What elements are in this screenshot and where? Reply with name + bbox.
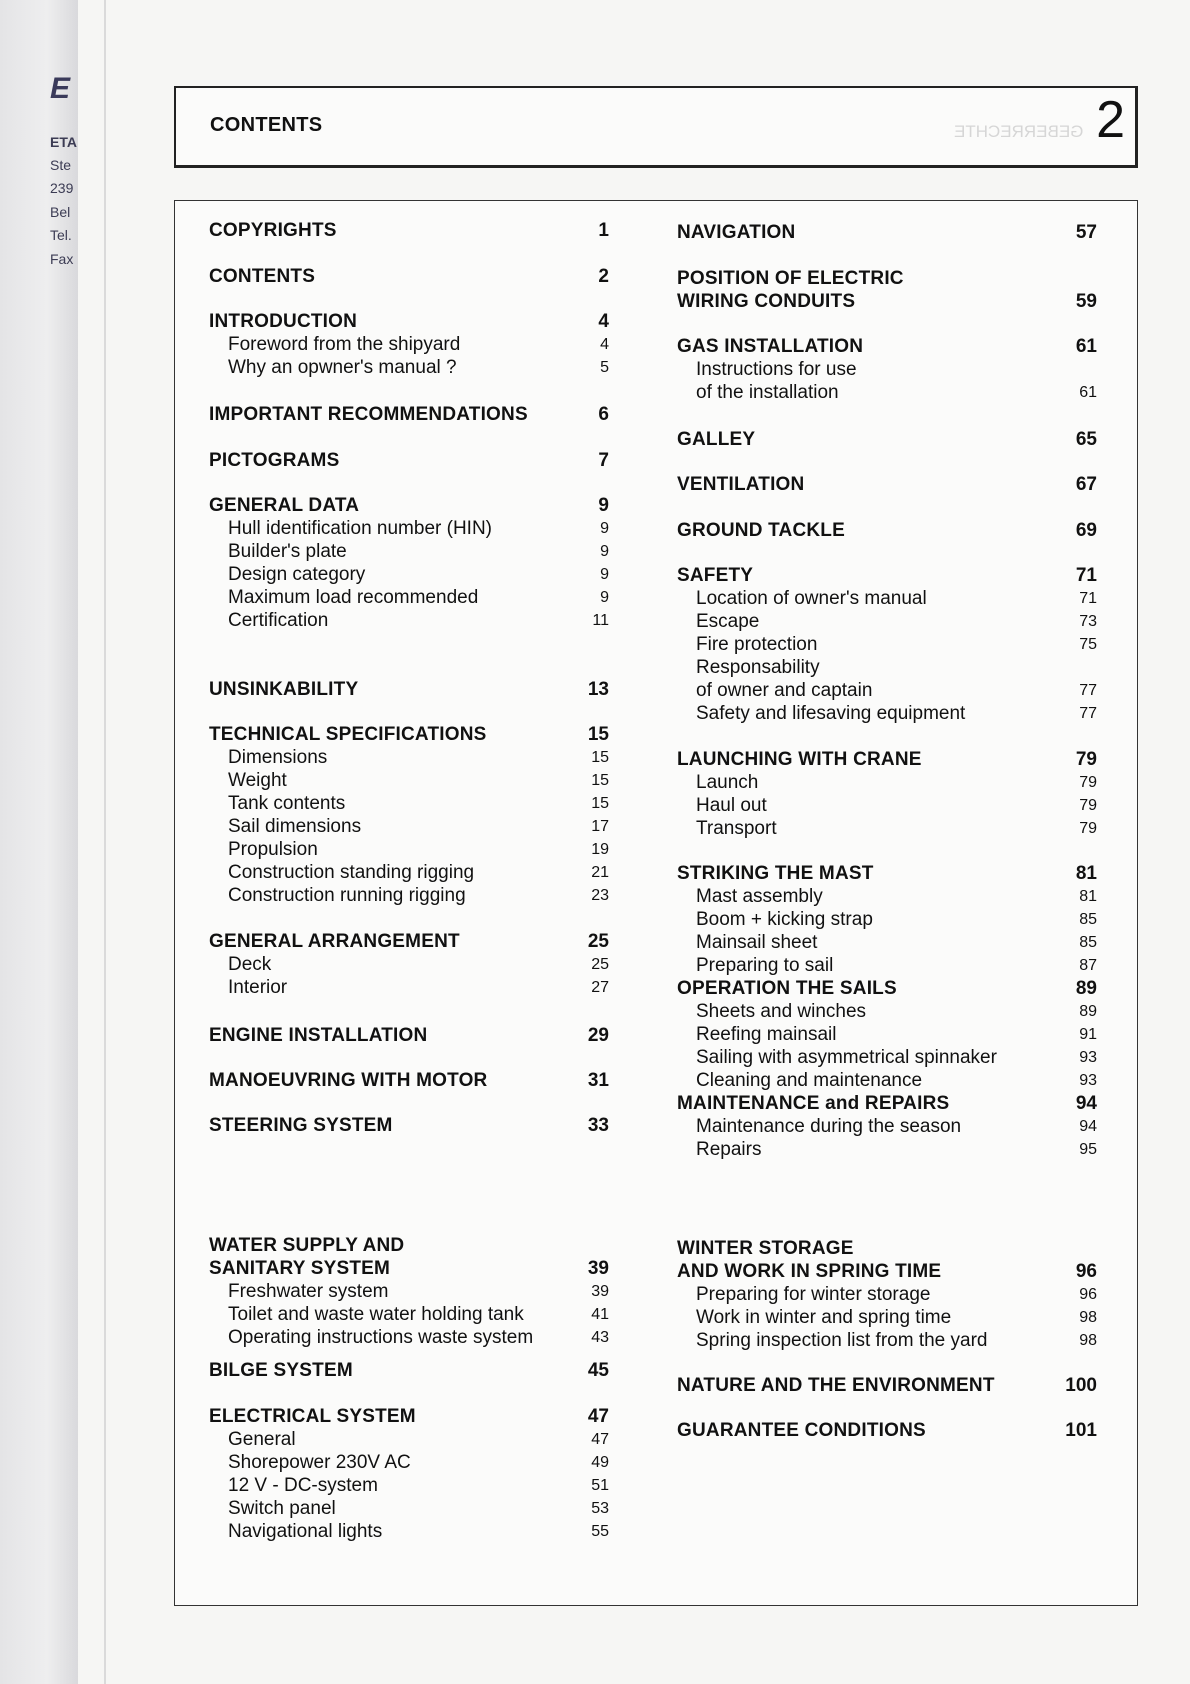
page-number: 2 [1096, 91, 1125, 149]
left-page-line: Bel [50, 204, 71, 220]
toc-section-heading[interactable] [677, 977, 1097, 1000]
entry-page-number: 41 [591, 1306, 609, 1323]
section-page-number: 81 [1075, 863, 1097, 884]
toc-entry[interactable] [677, 1138, 1097, 1161]
toc-entry[interactable] [209, 540, 609, 563]
section-title: GENERAL ARRANGEMENT [209, 931, 460, 952]
toc-section-heading[interactable] [209, 1024, 609, 1047]
toc-section [677, 473, 1097, 496]
toc-entry[interactable] [209, 563, 609, 586]
entry-page-number: 17 [591, 818, 609, 835]
section-title: MANOEUVRING WITH MOTOR [209, 1070, 488, 1091]
toc-entry[interactable] [677, 931, 1097, 954]
section-title: COPYRIGHTS [209, 220, 337, 241]
entry-label: Foreword from the shipyard [228, 334, 461, 355]
entry-page-number: 81 [1079, 888, 1097, 905]
entry-label: Sail dimensions [228, 816, 362, 837]
toc-section [209, 678, 609, 701]
toc-section [209, 1069, 609, 1092]
toc-section [677, 267, 1097, 313]
toc-section [677, 977, 1097, 1092]
section-page-number: 31 [587, 1070, 609, 1091]
section-title: TECHNICAL SPECIFICATIONS [209, 724, 487, 745]
toc-entry[interactable] [677, 610, 1097, 633]
toc-section [209, 219, 609, 242]
section-page-number: 15 [587, 724, 609, 745]
entry-label: Design category [228, 564, 366, 585]
section-title: NATURE AND THE ENVIRONMENT [677, 1375, 995, 1396]
section-page-number: 69 [1075, 520, 1097, 541]
entry-label: General [228, 1429, 296, 1450]
entry-page-number: 9 [600, 520, 609, 537]
toc-section-heading[interactable] [209, 265, 609, 288]
left-page-line: 239 [50, 180, 74, 196]
toc-entry[interactable] [209, 953, 609, 976]
entry-label: Freshwater system [228, 1281, 389, 1302]
entry-page-number: 9 [600, 566, 609, 583]
toc-section-heading[interactable] [209, 1405, 609, 1428]
section-page-number: 57 [1075, 222, 1097, 243]
section-page-number: 9 [598, 495, 609, 516]
toc-section-heading[interactable] [677, 267, 1097, 290]
toc-section [677, 564, 1097, 725]
entry-label: Propulsion [228, 839, 318, 860]
section-page-number: 1 [598, 220, 609, 241]
entry-page-number: 95 [1079, 1141, 1097, 1158]
entry-label: Preparing to sail [696, 955, 834, 976]
section-page-number: 2 [598, 266, 609, 287]
entry-page-number: 53 [591, 1500, 609, 1517]
toc-section [209, 723, 609, 907]
toc-section [209, 449, 609, 472]
toc-section [677, 221, 1097, 244]
toc-entry[interactable] [209, 746, 609, 769]
entry-label: Maintenance during the season [696, 1116, 962, 1137]
entry-label: Shorepower 230V AC [228, 1452, 411, 1473]
toc-entry[interactable] [209, 333, 609, 356]
toc-entry[interactable] [209, 1451, 609, 1474]
section-page-number: 96 [1075, 1261, 1097, 1282]
toc-section-heading[interactable] [677, 335, 1097, 358]
section-title: OPERATION THE SAILS [677, 978, 897, 999]
section-title: POSITION OF ELECTRIC [677, 268, 904, 289]
section-title: NAVIGATION [677, 222, 796, 243]
entry-label: Tank contents [228, 793, 346, 814]
entry-page-number: 98 [1079, 1332, 1097, 1349]
toc-box [174, 200, 1138, 1606]
entry-page-number: 61 [1079, 384, 1097, 401]
toc-entry[interactable] [209, 815, 609, 838]
toc-section [677, 428, 1097, 451]
toc-section [209, 1024, 609, 1047]
toc-entry[interactable] [209, 586, 609, 609]
entry-label: Weight [228, 770, 287, 791]
entry-label: Instructions for use [696, 359, 857, 380]
section-title: SANITARY SYSTEM [209, 1258, 391, 1279]
entry-page-number: 85 [1079, 911, 1097, 928]
section-page-number: 89 [1075, 978, 1097, 999]
toc-entry[interactable] [677, 1046, 1097, 1069]
toc-entry[interactable] [677, 633, 1097, 656]
entry-label: Mast assembly [696, 886, 823, 907]
entry-page-number: 77 [1079, 705, 1097, 722]
entry-page-number: 73 [1079, 613, 1097, 630]
left-page-line: ETA [50, 134, 77, 150]
toc-entry[interactable] [677, 1069, 1097, 1092]
toc-section-heading[interactable] [677, 1260, 1097, 1283]
section-title: BILGE SYSTEM [209, 1360, 353, 1381]
toc-section [677, 862, 1097, 977]
toc-section [677, 1374, 1097, 1397]
toc-section-heading[interactable] [677, 862, 1097, 885]
entry-page-number: 79 [1079, 820, 1097, 837]
section-page-number: 59 [1075, 291, 1097, 312]
toc-section-heading[interactable] [209, 1359, 609, 1382]
brand-logo: E [50, 72, 71, 105]
page-title: CONTENTS [210, 114, 323, 136]
entry-label: Dimensions [228, 747, 328, 768]
section-title: GUARANTEE CONDITIONS [677, 1420, 926, 1441]
section-title: SAFETY [677, 565, 754, 586]
toc-entry[interactable] [209, 1326, 609, 1349]
toc-section-heading[interactable] [209, 1069, 609, 1092]
toc-section [209, 403, 609, 426]
bleed-through-text: GEBERRECHTE [954, 122, 1084, 141]
section-title: VENTILATION [677, 474, 805, 495]
entry-page-number: 39 [591, 1283, 609, 1300]
toc-section [209, 265, 609, 288]
entry-label: Certification [228, 610, 329, 631]
toc-section-heading[interactable] [209, 678, 609, 701]
entry-label: Escape [696, 611, 760, 632]
section-page-number: 61 [1075, 336, 1097, 357]
section-title: GAS INSTALLATION [677, 336, 864, 357]
toc-entry[interactable] [209, 356, 609, 379]
toc-entry[interactable] [677, 587, 1097, 610]
section-page-number: 29 [587, 1025, 609, 1046]
entry-page-number: 93 [1079, 1072, 1097, 1089]
toc-entry[interactable] [209, 1428, 609, 1451]
toc-entry[interactable] [209, 976, 609, 999]
left-page-line: Fax [50, 251, 74, 267]
entry-page-number: 19 [591, 841, 609, 858]
entry-page-number: 91 [1079, 1026, 1097, 1043]
section-page-number: 33 [587, 1115, 609, 1136]
section-title: GALLEY [677, 429, 756, 450]
toc-section-heading[interactable] [209, 1114, 609, 1137]
toc-section-heading[interactable] [209, 930, 609, 953]
toc-section [677, 519, 1097, 542]
toc-section-heading[interactable] [677, 519, 1097, 542]
section-title: UNSINKABILITY [209, 679, 359, 700]
section-page-number: 13 [587, 679, 609, 700]
entry-label: Operating instructions waste system [228, 1327, 534, 1348]
entry-label: Safety and lifesaving equipment [696, 703, 966, 724]
toc-section [209, 1359, 609, 1382]
toc-entry[interactable] [209, 1497, 609, 1520]
section-title: STRIKING THE MAST [677, 863, 874, 884]
entry-label: Why an opwner's manual ? [228, 357, 457, 378]
section-title: WATER SUPPLY AND [209, 1235, 405, 1256]
toc-entry[interactable] [209, 769, 609, 792]
entry-label: Location of owner's manual [696, 588, 927, 609]
entry-label: Maximum load recommended [228, 587, 479, 608]
section-page-number: 65 [1075, 429, 1097, 450]
entry-label: Haul out [696, 795, 767, 816]
toc-section-heading[interactable] [209, 403, 609, 426]
toc-entry[interactable] [677, 1115, 1097, 1138]
entry-label: Sailing with asymmetrical spinnaker [696, 1047, 997, 1068]
toc-section-heading[interactable] [677, 1374, 1097, 1397]
toc-entry[interactable] [677, 771, 1097, 794]
entry-page-number: 79 [1079, 774, 1097, 791]
section-title: WIRING CONDUITS [677, 291, 856, 312]
entry-page-number: 75 [1079, 636, 1097, 653]
entry-label: Fire protection [696, 634, 818, 655]
section-page-number: 100 [1065, 1375, 1097, 1396]
entry-label: Boom + kicking strap [696, 909, 873, 930]
section-title: GROUND TACKLE [677, 520, 845, 541]
section-page-number: 45 [587, 1360, 609, 1381]
entry-label: Interior [228, 977, 288, 998]
toc-section-heading[interactable] [677, 1237, 1097, 1260]
entry-page-number: 89 [1079, 1003, 1097, 1020]
toc-entry[interactable] [677, 1000, 1097, 1023]
entry-page-number: 71 [1079, 590, 1097, 607]
entry-label: 12 V - DC-system [228, 1475, 378, 1496]
toc-section-heading[interactable] [209, 310, 609, 333]
section-page-number: 47 [587, 1406, 609, 1427]
toc-section-heading[interactable] [677, 1092, 1097, 1115]
entry-label: Builder's plate [228, 541, 347, 562]
entry-page-number: 55 [591, 1523, 609, 1540]
toc-section [209, 1234, 609, 1349]
toc-entry[interactable] [209, 1520, 609, 1543]
toc-entry[interactable] [209, 1474, 609, 1497]
section-page-number: 4 [598, 311, 609, 332]
entry-label: Construction running rigging [228, 885, 466, 906]
section-page-number: 67 [1075, 474, 1097, 495]
header-box [174, 86, 1138, 168]
toc-section-heading[interactable] [677, 221, 1097, 244]
toc-section-heading[interactable] [677, 564, 1097, 587]
toc-section-heading[interactable] [677, 290, 1097, 313]
toc-entry[interactable] [209, 884, 609, 907]
section-title: ELECTRICAL SYSTEM [209, 1406, 416, 1427]
toc-section-heading[interactable] [209, 723, 609, 746]
toc-entry[interactable] [677, 358, 1097, 381]
entry-page-number: 94 [1079, 1118, 1097, 1135]
toc-section-heading[interactable] [677, 1419, 1097, 1442]
entry-page-number: 23 [591, 887, 609, 904]
toc-entry[interactable] [209, 517, 609, 540]
toc-entry[interactable] [209, 838, 609, 861]
section-title: LAUNCHING WITH CRANE [677, 749, 922, 770]
toc-entry[interactable] [677, 817, 1097, 840]
toc-section [677, 748, 1097, 840]
section-title: MAINTENANCE and REPAIRS [677, 1093, 950, 1114]
section-page-number: 79 [1075, 749, 1097, 770]
entry-page-number: 9 [600, 589, 609, 606]
toc-entry[interactable] [209, 1303, 609, 1326]
section-page-number: 94 [1075, 1093, 1097, 1114]
section-page-number: 39 [587, 1258, 609, 1279]
page-fold [104, 0, 106, 1684]
toc-section [677, 1237, 1097, 1352]
toc-entry[interactable] [677, 794, 1097, 817]
toc-section [677, 1092, 1097, 1161]
entry-page-number: 77 [1079, 682, 1097, 699]
toc-entry[interactable] [677, 908, 1097, 931]
entry-page-number: 85 [1079, 934, 1097, 951]
entry-page-number: 11 [592, 612, 609, 629]
toc-section [209, 494, 609, 632]
entry-label: Work in winter and spring time [696, 1307, 952, 1328]
toc-entry[interactable] [209, 609, 609, 632]
entry-label: Cleaning and maintenance [696, 1070, 923, 1091]
entry-page-number: 9 [600, 543, 609, 560]
entry-label: Preparing for winter storage [696, 1284, 931, 1305]
toc-section [677, 1419, 1097, 1442]
entry-page-number: 21 [591, 864, 609, 881]
entry-page-number: 15 [591, 749, 609, 766]
section-title: ENGINE INSTALLATION [209, 1025, 428, 1046]
entry-label: Launch [696, 772, 759, 793]
section-title: GENERAL DATA [209, 495, 360, 516]
toc-section-heading[interactable] [677, 748, 1097, 771]
entry-label: Sheets and winches [696, 1001, 867, 1022]
entry-page-number: 79 [1079, 797, 1097, 814]
section-page-number: 6 [598, 404, 609, 425]
entry-page-number: 96 [1079, 1286, 1097, 1303]
entry-page-number: 15 [591, 795, 609, 812]
entry-page-number: 49 [591, 1454, 609, 1471]
toc-entry[interactable] [677, 1283, 1097, 1306]
entry-label: Spring inspection list from the yard [696, 1330, 988, 1351]
toc-entry[interactable] [677, 1329, 1097, 1352]
entry-page-number: 47 [591, 1431, 609, 1448]
toc-section-heading[interactable] [209, 449, 609, 472]
entry-label: Transport [696, 818, 777, 839]
section-title: PICTOGRAMS [209, 450, 340, 471]
entry-label: Responsability [696, 657, 820, 678]
entry-label: Deck [228, 954, 272, 975]
section-title: AND WORK IN SPRING TIME [677, 1261, 942, 1282]
section-page-number: 101 [1065, 1420, 1097, 1441]
toc-section-heading[interactable] [677, 428, 1097, 451]
toc-entry[interactable] [677, 885, 1097, 908]
toc-section [209, 1405, 609, 1543]
entry-label: Switch panel [228, 1498, 336, 1519]
toc-section-heading[interactable] [209, 494, 609, 517]
toc-section [677, 335, 1097, 404]
toc-entry[interactable] [677, 381, 1097, 404]
entry-label: of owner and captain [696, 680, 873, 701]
entry-label: Construction standing rigging [228, 862, 475, 883]
entry-page-number: 93 [1079, 1049, 1097, 1066]
toc-entry[interactable] [209, 861, 609, 884]
toc-section-heading[interactable] [677, 473, 1097, 496]
section-title: STEERING SYSTEM [209, 1115, 393, 1136]
section-page-number: 71 [1075, 565, 1097, 586]
section-title: CONTENTS [209, 266, 316, 287]
entry-label: Hull identification number (HIN) [228, 518, 492, 539]
toc-entry[interactable] [209, 792, 609, 815]
entry-page-number: 25 [591, 956, 609, 973]
entry-page-number: 98 [1079, 1309, 1097, 1326]
toc-entry[interactable] [209, 1280, 609, 1303]
toc-section-heading[interactable] [209, 219, 609, 242]
toc-section [209, 310, 609, 379]
toc-entry[interactable] [677, 702, 1097, 725]
toc-entry[interactable] [677, 954, 1097, 977]
toc-section [209, 930, 609, 999]
entry-page-number: 43 [591, 1329, 609, 1346]
section-title: IMPORTANT RECOMMENDATIONS [209, 404, 528, 425]
left-page-line: Tel. [50, 227, 72, 243]
entry-page-number: 51 [591, 1477, 609, 1494]
entry-page-number: 87 [1079, 957, 1097, 974]
section-title: INTRODUCTION [209, 311, 358, 332]
entry-page-number: 4 [600, 336, 609, 353]
toc-entry[interactable] [677, 656, 1097, 679]
entry-label: Toilet and waste water holding tank [228, 1304, 524, 1325]
section-page-number: 25 [587, 931, 609, 952]
left-page-line: Ste [50, 157, 72, 173]
section-title: WINTER STORAGE [677, 1238, 854, 1259]
entry-label: Mainsail sheet [696, 932, 818, 953]
entry-page-number: 5 [600, 359, 609, 376]
toc-entry[interactable] [677, 1306, 1097, 1329]
toc-section-heading[interactable] [209, 1257, 609, 1280]
entry-label: Repairs [696, 1139, 762, 1160]
entry-label: of the installation [696, 382, 839, 403]
section-page-number: 7 [598, 450, 609, 471]
entry-label: Reefing mainsail [696, 1024, 837, 1045]
toc-section [209, 1114, 609, 1137]
previous-page-edge [0, 0, 78, 1684]
toc-entry[interactable] [677, 679, 1097, 702]
entry-page-number: 27 [591, 979, 609, 996]
entry-page-number: 15 [591, 772, 609, 789]
toc-entry[interactable] [677, 1023, 1097, 1046]
entry-label: Navigational lights [228, 1521, 383, 1542]
toc-section-heading[interactable] [209, 1234, 609, 1257]
